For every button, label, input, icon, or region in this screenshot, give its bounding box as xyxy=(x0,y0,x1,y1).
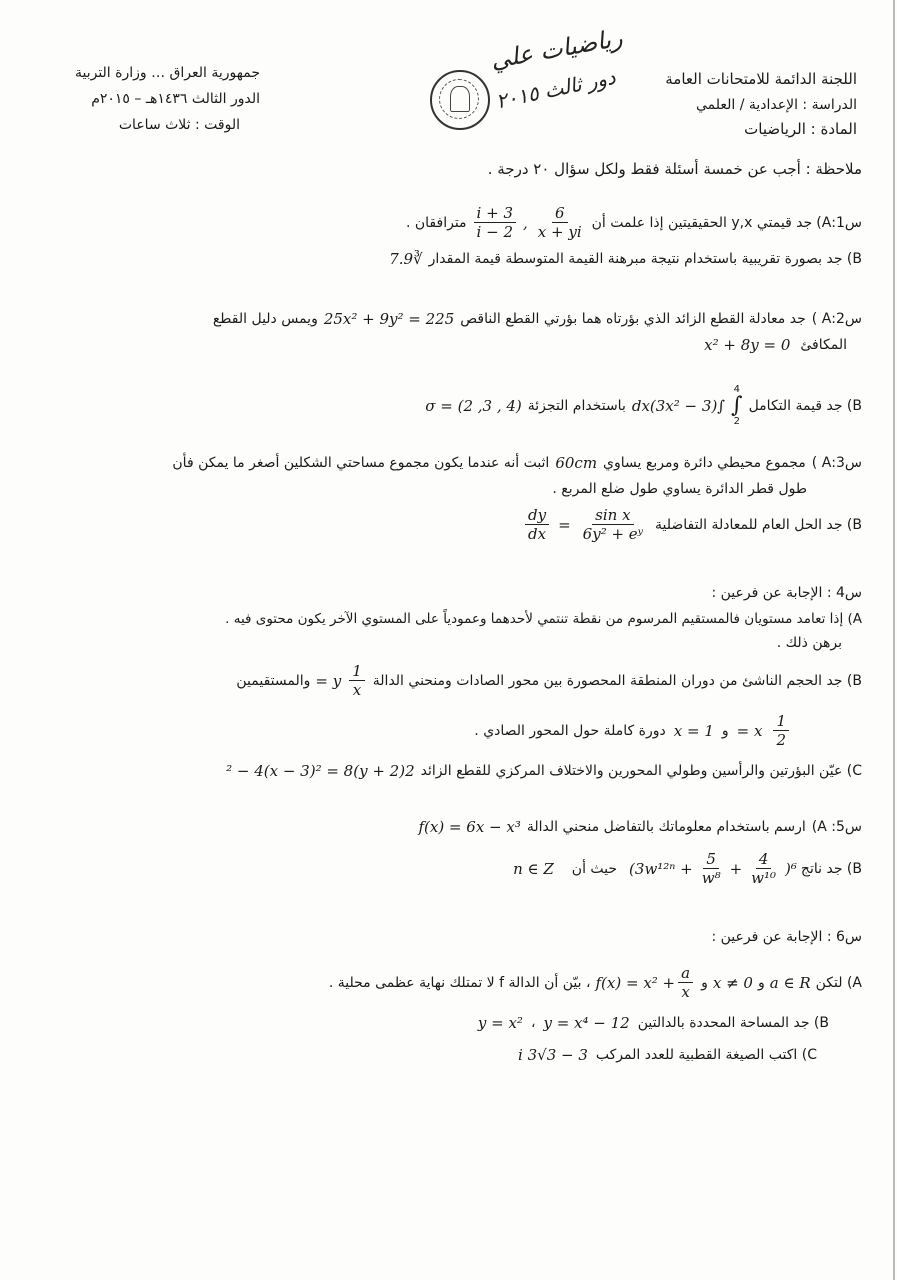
q4-b-line1: B) جد الحجم الناشئ من دوران المنطقة المحصورة بين محور الصادات ومنحني الدالة xyxy=(372,672,862,689)
q4-c xyxy=(226,762,862,780)
q6-b: B) جد المساحة المحددة بالدالتين y = x⁴ − 12 ، y = x² xyxy=(477,1014,829,1032)
q1-b-text: B) جد بصورة تقريبية باستخدام نتيجة مبرهنة القيمة المتوسطة قيمة المقدار xyxy=(428,251,862,267)
q4-a-line2: برهن ذلك . xyxy=(776,635,842,651)
q5-b-text: B) جد ناتج xyxy=(800,860,862,877)
exam-note: ملاحظة : أجب عن خمسة أسئلة فقط ولكل سؤال ٢٠ درجة . xyxy=(487,160,862,178)
q6-b-math2: y = x² xyxy=(477,1014,523,1032)
q5-b-frac2: $\frac{4}{\text{w¹⁰}}$ xyxy=(751,850,777,887)
header-study: الدراسة : الإعدادية / العلمي xyxy=(695,97,857,113)
q4-c-math: 2(y + 2)² − 4(x − 3)² = 8 xyxy=(226,762,415,780)
q4-b-fraction: $\frac{1}{x}$ xyxy=(349,662,365,699)
handwritten-note-1: رياضيات علي xyxy=(488,23,625,75)
q4-c-text: C) عيّن البؤرتين والرأسين وطولي المحورين والاختلاف المركزي للقطع الزائد xyxy=(420,763,862,779)
ministry-seal xyxy=(430,70,490,130)
q6-c-text: C) اكتب الصيغة القطبية للعدد المركب xyxy=(595,1047,817,1063)
q6-a-func: f(x) = x² + $\frac{a}{x}$ xyxy=(596,964,697,1001)
q2-label: س2:A ) xyxy=(811,311,862,327)
q6-a-cond2: x ≠ 0 xyxy=(712,973,753,992)
q5-a-text: ارسم باستخدام معلوماتك بالتفاضل منحني الدالة xyxy=(526,819,806,835)
q2-a-math: 25x² + 9y² = 225 xyxy=(323,310,455,328)
q2-b-sigma: σ = (2 ,3 , 4) xyxy=(425,397,522,415)
q5-label: س5: A) xyxy=(811,819,862,835)
q4-label: س4 : الإجابة عن فرعين : xyxy=(711,585,862,601)
q2-b-label: B) جد قيمة التكامل xyxy=(748,398,862,414)
q1-fraction-1: $\frac{6}{x + yi}$ xyxy=(537,204,582,241)
q4-b-func-lhs: y = xyxy=(315,671,342,690)
q6-label: س6 : الإجابة عن فرعين : xyxy=(711,929,862,945)
q6-a-cond: a ∈ R xyxy=(769,973,811,992)
q3-a-text2: اثبت أنه عندما يكون مجموع مساحتي الشكلين أصغر ما يمكن فأن xyxy=(172,455,550,471)
q2-a-text: جد معادلة القطع الزائد الذي بؤرتاه هما بؤرتي القطع الناقص xyxy=(460,311,806,327)
q4-b-half: $\frac{1}{2}$ xyxy=(773,712,789,749)
q3-b: B) جد الحل العام للمعادلة التفاضلية $\frac{\text{sin x}}{\text{6y² + eʸ}}$ = $\frac{dy}{dx}$ xyxy=(522,506,862,543)
q3-a xyxy=(172,454,862,472)
q3-b-text: B) جد الحل العام للمعادلة التفاضلية xyxy=(655,516,862,533)
q4-b-x-lhs: x = xyxy=(736,721,763,740)
q1-fraction-2: $\frac{3 + i}{2 - i}$ xyxy=(474,204,516,241)
q3-a-line2: طول قطر الدائرة يساوي طول ضلع المربع . xyxy=(552,481,807,497)
q5-b-frac1: $\frac{5}{\text{w⁸}}$ xyxy=(701,850,721,887)
q5-b-cond: n ∈ Z xyxy=(513,859,554,878)
q6-a-end: ، بيّن أن الدالة f لا تمتلك نهاية عظمى محلية . xyxy=(328,974,591,991)
q4-a-line1: A) إذا تعامد مستويان فالمستقيم المرسوم من نقطة تنتمي لأحدهما وعمودياً على المستوي الآخر يكون محتوى فيه . xyxy=(225,611,862,627)
q6-b-text: B) جد المساحة المحددة بالدالتين xyxy=(637,1015,829,1031)
header-subject: المادة : الرياضيات xyxy=(744,120,857,138)
q2-a-line2-text: المكافئ xyxy=(800,337,847,353)
q5-a xyxy=(418,818,862,836)
q4-b-x1: x = 1 xyxy=(673,721,714,740)
q1-b-math: ∛7.9 xyxy=(389,250,423,268)
header-time: الوقت : ثلاث ساعات xyxy=(118,117,240,133)
q6-a-text: A) لتكن xyxy=(815,974,862,991)
header-committee: اللجنة الدائمة للامتحانات العامة xyxy=(665,70,857,88)
q5-b-where: حيث أن xyxy=(571,860,618,877)
q1-b xyxy=(389,250,862,268)
q2-b xyxy=(425,384,862,428)
q4-b xyxy=(236,662,862,699)
q3-a-math: 60cm xyxy=(555,454,598,472)
q2-a-line2 xyxy=(704,336,847,354)
q6-a: A) لتكن a ∈ R و x ≠ 0 و f(x) = x² + $\frac{a}{x}$ ، بيّن أن الدالة f لا تمتلك نهاية عظمى محلية . xyxy=(328,964,862,1001)
q3-b-rhs: $\frac{\text{sin x}}{\text{6y² + eʸ}}$ xyxy=(582,506,644,543)
q6-c xyxy=(518,1046,817,1064)
q5-a-math: f(x) = 6x − x³ xyxy=(418,818,521,836)
q4-b-and: و xyxy=(721,722,729,739)
q1-a-text: جد قيمتي y,x الحقيقيتين إذا علمت أن xyxy=(591,214,813,231)
q5-b-expression: (3w¹²ⁿ + $\frac{5}{\text{w⁸}}$ + $\frac{4}{\text{w¹⁰}}$ )⁶ xyxy=(629,850,797,887)
q5-b xyxy=(513,850,862,887)
handwritten-note-2: دور ثالث ٢٠١٥ xyxy=(493,64,618,114)
q4-b-line2: دورة كاملة حول المحور الصادي . xyxy=(474,722,666,739)
q2-a-end: ويمس دليل القطع xyxy=(212,311,318,327)
q1-a: س1:A) جد قيمتي y,x الحقيقيتين إذا علمت أن $\frac{6}{x + yi}$ , $\frac{3 + i}{2 - i}$ مترافقان . xyxy=(405,204,862,241)
q2-integral-limits: 4 ∫ 2 xyxy=(731,384,743,427)
q3-label: س3:A ) xyxy=(811,455,862,471)
header-country: جمهورية العراق … وزارة التربية xyxy=(74,65,260,81)
q3-a-text: مجموع محيطي دائرة ومربع يساوي xyxy=(603,455,806,471)
q2-b-math: ∫(3x² − 3)dx xyxy=(631,397,726,415)
q2-a-math2: x² + 8y = 0 xyxy=(704,336,791,354)
q3-b-lhs: $\frac{dy}{dx}$ xyxy=(525,506,549,543)
page-edge xyxy=(893,0,895,1280)
q6-b-math1: y = x⁴ − 12 xyxy=(543,1014,630,1032)
q1-label: س1:A) xyxy=(816,214,862,231)
header-session: الدور الثالث ١٤٣٦هـ – ٢٠١٥م xyxy=(91,91,260,107)
q2-a xyxy=(213,310,862,328)
q4-b-line2-row xyxy=(474,712,792,749)
q2-b-text: باستخدام التجزئة xyxy=(527,398,626,414)
q1-a-end: مترافقان . xyxy=(405,214,467,231)
q6-c-math: 3 − 3√3 i xyxy=(517,1046,588,1064)
q4-b-line1-end: والمستقيمين xyxy=(236,672,311,689)
